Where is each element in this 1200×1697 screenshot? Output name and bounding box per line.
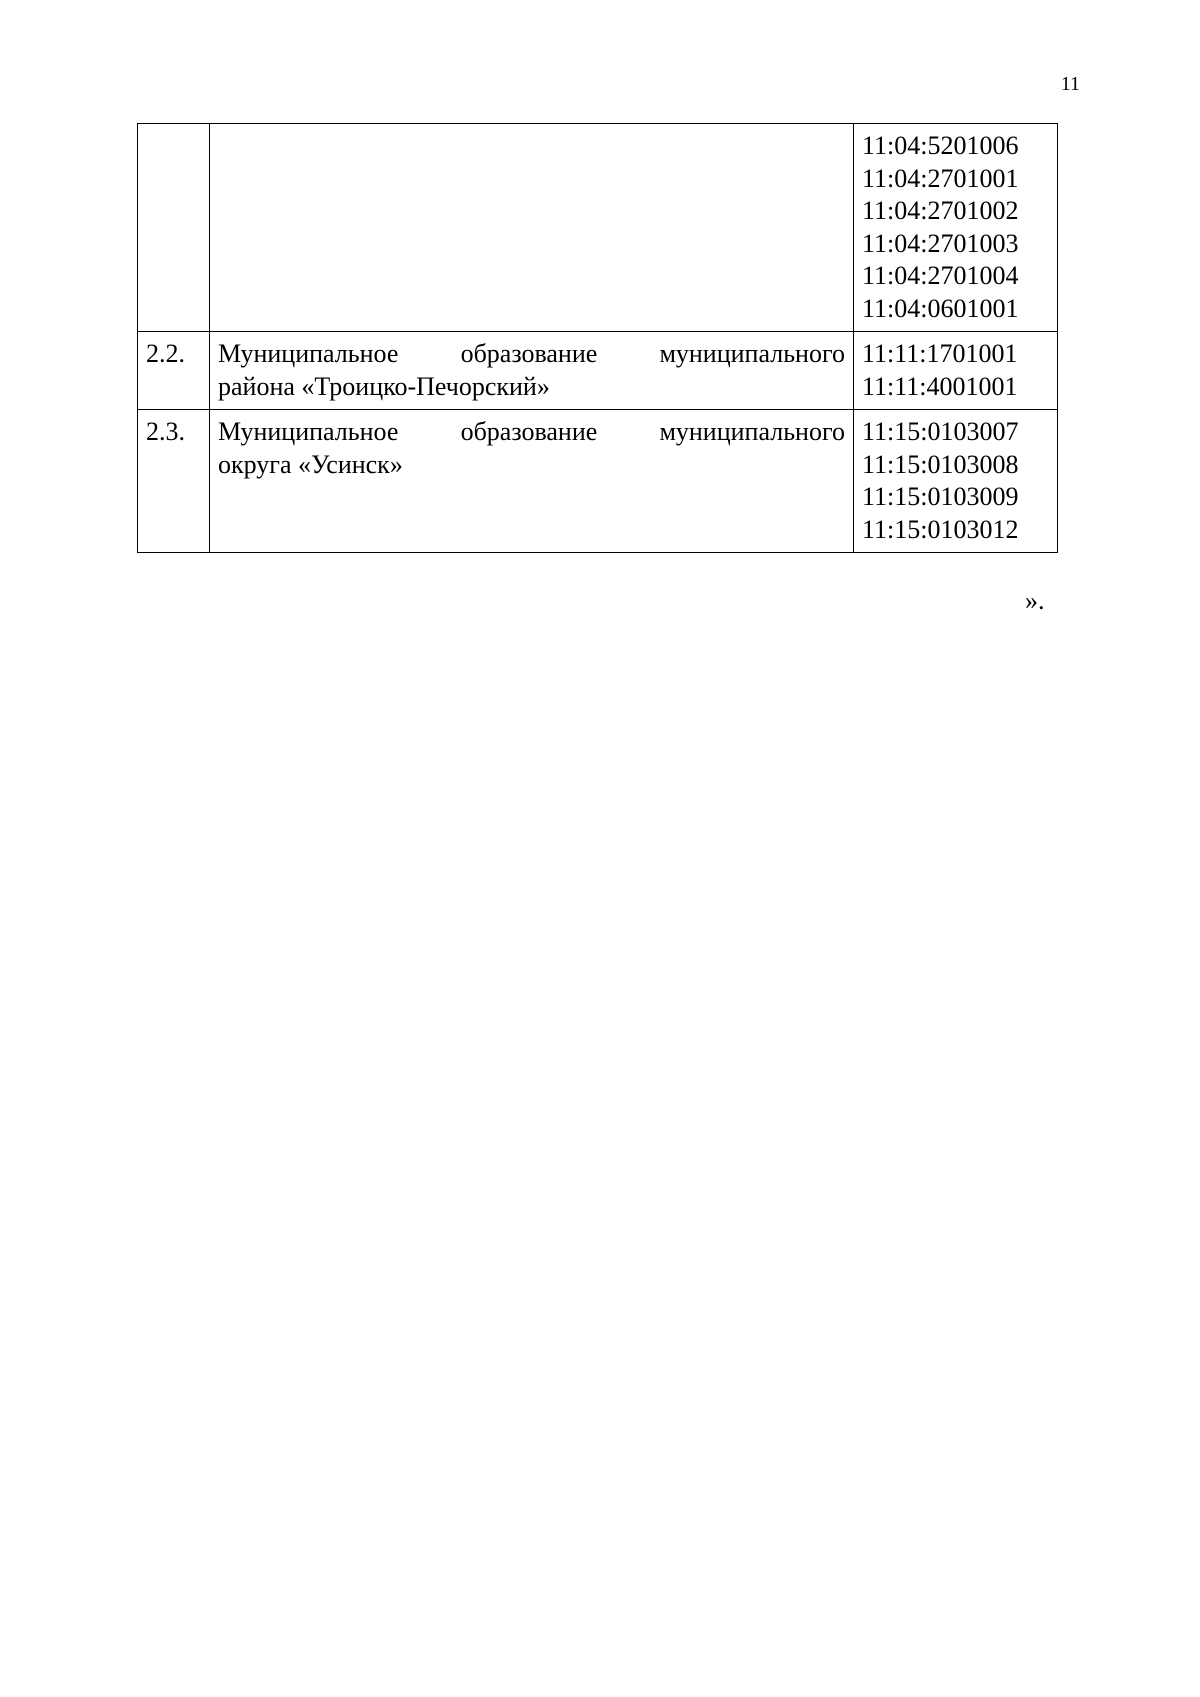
cadastral-code: 11:04:2701004	[862, 261, 1019, 290]
cadastral-code: 11:04:2701003	[862, 228, 1019, 258]
cadastral-code: 11:15:0103009	[862, 482, 1019, 511]
name-word: муниципального	[659, 339, 845, 368]
table-row	[138, 124, 1058, 332]
name-word: Муниципальное	[218, 339, 399, 368]
cadastral-codes-cell	[854, 332, 1058, 410]
table-row	[138, 410, 1058, 553]
row-number-cell: 2.2.	[138, 332, 210, 410]
page-number: 11	[1060, 73, 1080, 95]
municipality-name-cell	[210, 410, 854, 553]
municipality-name-cell	[210, 124, 854, 332]
cadastral-code: 11:11:1701001	[862, 339, 1018, 368]
cadastral-code: 11:15:0103007	[862, 417, 1019, 446]
table-row	[138, 332, 1058, 410]
name-word: образование	[460, 339, 598, 368]
row-number-cell	[138, 124, 210, 332]
cadastral-codes-cell	[854, 410, 1058, 553]
name-word: образование	[460, 417, 598, 446]
cadastral-codes-cell	[854, 124, 1058, 332]
name-word: муниципального	[659, 417, 845, 446]
cadastral-code: 11:04:0601001	[862, 293, 1019, 323]
municipality-name-line2: района «Троицко-Печорский»	[218, 371, 550, 401]
cadastral-code: 11:15:0103012	[862, 514, 1019, 544]
closing-quote-mark: ».	[1025, 586, 1045, 615]
municipality-name-line2: округа «Усинск»	[218, 449, 403, 479]
cadastral-code: 11:04:2701002	[862, 196, 1019, 225]
cadastral-code: 11:04:5201006	[862, 131, 1019, 160]
cadastral-code: 11:04:2701001	[862, 163, 1019, 193]
cadastral-code: 11:11:4001001	[862, 371, 1018, 401]
row-number-cell: 2.3.	[138, 410, 210, 553]
municipal-cadastral-table	[137, 123, 1058, 553]
name-word: Муниципальное	[218, 417, 399, 446]
municipality-name-cell	[210, 332, 854, 410]
municipality-name-line1	[218, 416, 845, 449]
municipality-name-line1	[218, 338, 845, 371]
cadastral-code: 11:15:0103008	[862, 449, 1019, 479]
